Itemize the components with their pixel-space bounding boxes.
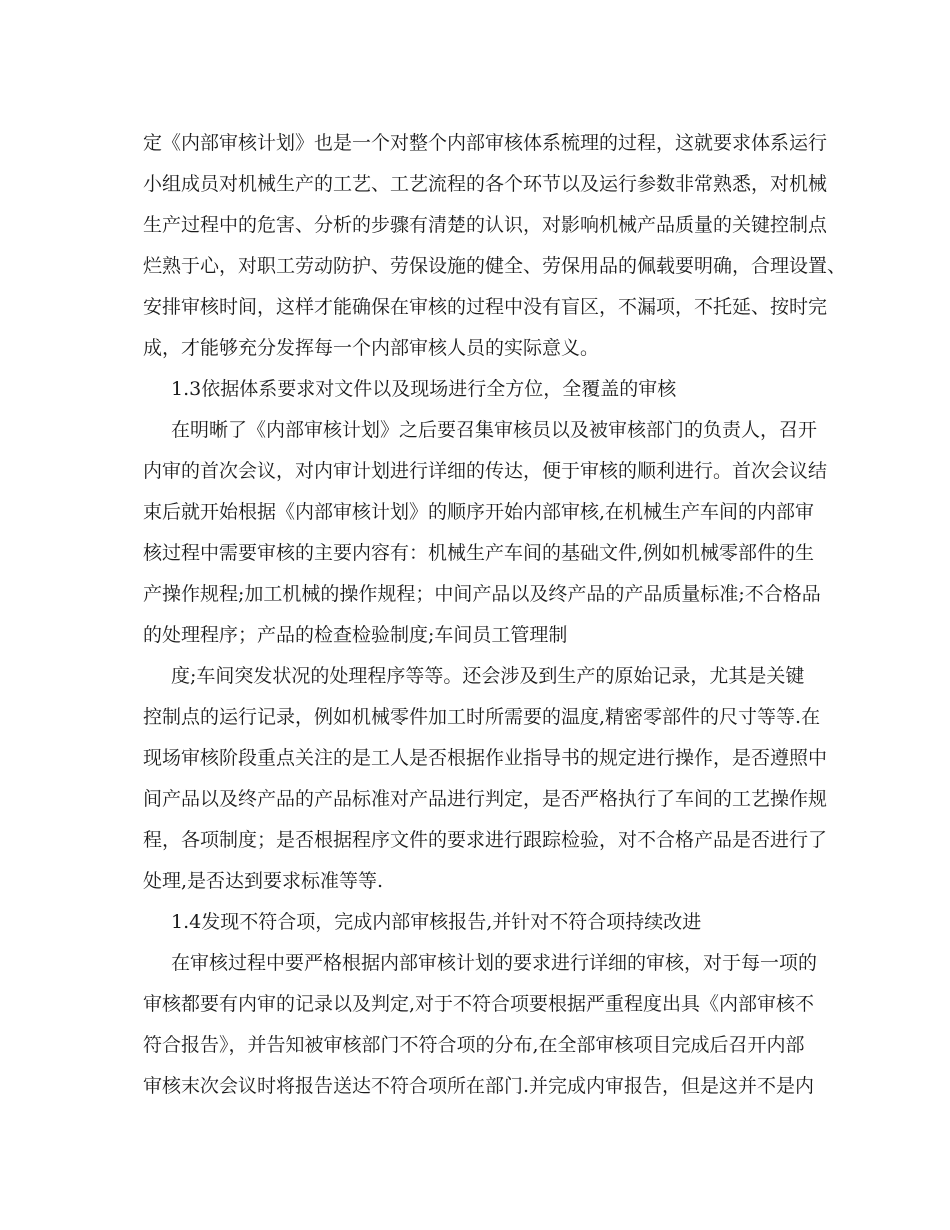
- paragraph-line: 定《内部审核计划》也是一个对整个内部审核体系梳理的过程，这就要求体系运行: [143, 132, 828, 154]
- paragraph-line: 内审的首次会议，对内审计划进行详细的传达，便于审核的顺利进行。首次会议结: [143, 460, 828, 482]
- paragraph-line: 现场审核阶段重点关注的是工人是否根据作业指导书的规定进行操作，是否遵照中: [143, 747, 828, 769]
- paragraph-line: 符合报告》，并告知被审核部门不符合项的分布,在全部审核项目完成后召开内部: [143, 1034, 805, 1056]
- paragraph-line: 的处理程序；产品的检查检验制度;车间员工管理制: [143, 624, 568, 646]
- paragraph-line: 控制点的运行记录，例如机械零件加工时所需要的温度,精密零部件的尺寸等等.在: [143, 706, 821, 728]
- paragraph-line: 成，才能够充分发挥每一个内部审核人员的实际意义。: [143, 337, 600, 359]
- section-heading: 1.4发现不符合项，完成内部审核报告,并针对不符合项持续改进: [171, 911, 702, 933]
- paragraph-line: 度;车间突发状况的处理程序等等。还会涉及到生产的原始记录，尤其是关键: [171, 665, 805, 687]
- paragraph-line: 间产品以及终产品的产品标准对产品进行判定，是否严格执行了车间的工艺操作规: [143, 788, 828, 810]
- paragraph-line: 束后就开始根据《内部审核计划》的顺序开始内部审核,在机械生产车间的内部审: [143, 501, 815, 523]
- paragraph-line: 生产过程中的危害、分析的步骤有清楚的认识，对影响机械产品质量的关键控制点: [143, 214, 828, 236]
- paragraph-line: 在明晰了《内部审核计划》之后要召集审核员以及被审核部门的负责人，召开: [171, 419, 818, 441]
- paragraph-line: 安排审核时间，这样才能确保在审核的过程中没有盲区，不漏项，不托延、按时完: [143, 296, 828, 318]
- paragraph-line: 处理,是否达到要求标准等等.: [143, 870, 384, 892]
- paragraph-line: 产操作规程;加工机械的操作规程；中间产品以及终产品的产品质量标准;不合格品: [143, 583, 821, 605]
- paragraph-line: 审核都要有内审的记录以及判定,对于不符合项要根据严重程度出具《内部审核不: [143, 993, 815, 1015]
- paragraph-line: 程，各项制度；是否根据程序文件的要求进行跟踪检验，对不合格产品是否进行了: [143, 829, 828, 851]
- paragraph-line: 小组成员对机械生产的工艺、工艺流程的各个环节以及运行参数非常熟悉，对机械: [143, 173, 828, 195]
- paragraph-line: 在审核过程中要严格根据内部审核计划的要求进行详细的审核，对于每一项的: [171, 952, 818, 974]
- paragraph-line: 核过程中需要审核的主要内容有：机械生产车间的基础文件,例如机械零部件的生: [143, 542, 815, 564]
- paragraph-line: 审核末次会议时将报告送达不符合项所在部门.并完成内审报告，但是这并不是内: [143, 1075, 815, 1097]
- paragraph-line: 烂熟于心，对职工劳动防护、劳保设施的健全、劳保用品的佩载要明确，合理设置、: [143, 255, 847, 277]
- section-heading: 1.3依据体系要求对文件以及现场进行全方位，全覆盖的审核: [171, 378, 677, 400]
